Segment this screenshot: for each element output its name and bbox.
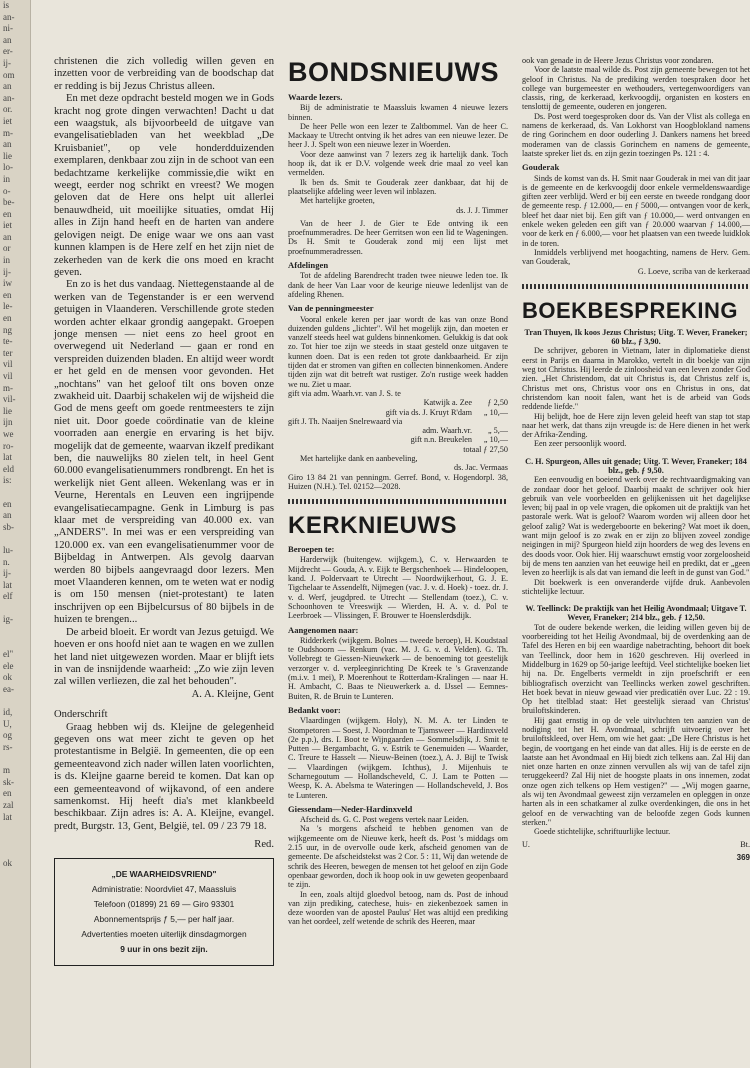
- edge-text-fragment: en: [3, 208, 12, 219]
- heading-kerknieuws: KERKNIEUWS: [288, 512, 458, 540]
- edge-text-fragment: iw: [3, 278, 12, 289]
- review-paragraph: De schrijver, geboren in Vietnam, later in diplomatieke dienst eerst in Parijs en daarna in Marokko, vertelt in dit boekje van zijn weg tot Christus. Hij leerde de zinloosheid van een leven zonder God zien. „Het Christendom, dat uit Christus is, dat Christus zelf is, Christus met ons, Christus voor ons en Christus in ons, dat christendom kan nooit falen, want het is de arbeid van Gods reddende liefde.": [522, 346, 750, 412]
- edge-text-fragment: ig-: [3, 614, 13, 625]
- section-divider: [522, 284, 750, 289]
- article-paragraph: De arbeid bloeit. Er wordt van Jezus getuigd. We hoeven er ons hoofd niet aan te wagen en we zullen het land niet uitgewezen worden. Maar er blijft iets in van de insnijdende waarheid: „Zo wie zijn leven zal willen verliezen, die zal het behouden".: [54, 626, 274, 688]
- edge-text-fragment: ijn: [3, 417, 13, 428]
- news-paragraph: Ik ben ds. Smit te Gouderak zeer dankbaar, dat hij de plaatselijke afdeling weer leven wil inblazen.: [288, 177, 508, 196]
- edge-text-fragment: [0, 626, 30, 638]
- news-paragraph: In een, zoals altijd gloedvol betoog, nam ds. Post de inhoud van zijn prediking, catechese, huis- en ziekenbezoek samen in deze woorden van de apostel Paulus' Het was altijd een prediking van het oordeel, zelf wetende de schrik des Heeren, maar: [288, 889, 508, 927]
- review-title: W. Teellinck: De praktijk van het Heilig Avondmaal; Uitgave T. Wever, Franeker; 214 blz., geb. ƒ 12,50.: [525, 604, 747, 623]
- edge-text-fragment: id,: [3, 707, 13, 718]
- subheading: Bedankt voor:: [288, 704, 341, 715]
- edge-text-fragment: lu-: [3, 544, 13, 555]
- edge-text-fragment: lat: [3, 811, 12, 822]
- news-paragraph: Giro 13 84 21 van penningm. Gerref. Bond, v. Hogendorpl. 38, Huizen (N.H.). Tel. 02152—2028.: [288, 472, 508, 491]
- news-paragraph: gift via adm. Waarh.vr. van J. S. te: [288, 388, 401, 398]
- box-line: Telefoon (01899) 21 69 — Giro 93301: [93, 898, 235, 909]
- subheading: Gouderak: [522, 162, 560, 173]
- edge-text-fragment: ni-: [3, 23, 13, 34]
- page-number: 369: [736, 852, 750, 862]
- edge-text-fragment: vil-: [3, 394, 16, 405]
- subheading-onderschrift: Onderschrift: [54, 709, 108, 721]
- column-1: [54, 56, 274, 966]
- edge-text-fragment: ea-: [3, 684, 14, 695]
- edge-text-fragment: we: [3, 428, 14, 439]
- review-paragraph: Tot de oudere bekende werken, die leiding willen geven bij de voorbereiding tot het Heilig Avondmaal, bij de overdenking aan de Tafel des Heren en bij een waardige nabetrachting, behoort dit boek van Teellinck, door hem in 1620 geschreven. Hij overleed in Middelburg in 1629 op 50-jarige leeftijd. Veel stichtelijke boeken liet hij na. Dr. Engelberts vermeldt in zijn proefschrift er een bibliografisch overzicht van Teellincks werken zowel geschriften. Het boek bevat in nieuw gewaad vier predicatiën over Luc. 22 : 19. Op het titelblad staat: Het geestelijk sieraad van Christus' bruiloftskinderen.: [522, 622, 750, 716]
- edge-text-fragment: te-: [3, 336, 13, 347]
- news-signature: G. Loeve, scriba van de kerkeraad: [637, 266, 750, 276]
- author-signature: A. A. Kleijne, Gent: [191, 688, 274, 700]
- edge-text-fragment: er-: [3, 46, 13, 57]
- gift-row: [288, 435, 508, 444]
- edge-text-fragment: lat: [3, 452, 12, 463]
- news-paragraph: Vooral enkele keren per jaar wordt de kas van onze Bond duizenden guldens „lichter". Wil het mogelijk zijn, dan moeten er vanzelf steeds heel wat guldens binnenkomen. Gelukkig is dat ook zo. Tot hier toe zijn we steeds in staat gesteld onze uitgaven te kunnen doen. Dat is een reden tot grote dankbaarheid. Er zijn tijden dat er stromen van giften en collecten binnenkomen. Andere tijden zijn wat dit betreft wat rustiger. Zo'n rustige week hadden we nu. Ziet u maar.: [288, 314, 508, 389]
- edge-text-fragment: lat: [3, 579, 12, 590]
- section-divider: [288, 499, 508, 504]
- edge-text-fragment: an: [3, 231, 12, 242]
- edge-text-fragment: or.: [3, 104, 13, 115]
- subscription-box: [54, 858, 274, 966]
- edge-text-fragment: vil: [3, 359, 13, 370]
- article-paragraph: En zo is het dus vandaag. Niettegenstaande al de werken van de Tegenstander is er een wervend getuigen in Vlaanderen. Verschillende grote steden worden achter elkaar grondig aangepakt. Groepen jonge mensen — niet eens zo heel groot en overwegend uit Nederland — gaan er rond en verspreiden duizenden bladen. En altijd weer wordt er het geld en de mensen voor gevonden. Het „nochtans" van het geloof tilt ons boven onze zwakheid uit. Daarbij schakelen wij de wijsheid die God de mens geeft om goede rentmeesters te zijn niet uit. Door goede coördinatie van de kleine voorraden aan energie en ervaring is het bijv. mogelijk dat de gemeente, waarvan ikzelf predikant ben, die nauwelijks 80 zielen telt, in heel Gent 60.000 evangelisatienummers rondbrengt. En het is werkelijk niet Gent alleen. Wekenlang was er in Veurne, Herentals en Leuven een ingrijpende evangelisatiecampagne. Genk in Limburg is pas klaar met de verspreiding van 40.000 ex. van „ANDERS". In mei was er een verspreiding van 120.000 ex. van een evangelisatienummer voor de Bijbeldag in Antwerpen. Als gevolg daarvan werden 80 bijbels aangevraagd door lezers. Men moet Vlaanderen kennen, om te weten wat er nodig is om 150 mensen (niet-protestant) te laten inschrijven op een Bijbelcursus of 80 bijbels in de huizen te brengen...: [54, 279, 274, 626]
- edge-text-fragment: m: [3, 765, 11, 776]
- edge-text-fragment: ok: [3, 857, 12, 868]
- edge-text-fragment: [0, 533, 30, 545]
- edge-text-fragment: be-: [3, 197, 15, 208]
- edge-text-fragment: [0, 638, 30, 650]
- heading-boekbespreking: BOEKBESPREKING: [522, 297, 739, 323]
- news-paragraph: Afscheid ds. G. C. Post wegens vertek naar Leiden.: [300, 815, 469, 825]
- gift-row: [288, 408, 508, 417]
- edge-text-fragment: lie: [3, 405, 12, 416]
- gift-label: Katwijk a. Zee: [423, 398, 472, 408]
- reviewer-initial: Bt.: [740, 839, 750, 849]
- news-paragraph: Na 's morgens afscheid te hebben genomen van de wijkgemeente om de Nieuwe kerk, heeft ds. Post 's middags om 2.15 uur, in de overvolle oude kerk, afscheid genomen van de gemeente. De afscheidstekst was 2 Cor. 5 : 11, Wij dan wetende de schrik des Heeren, bewegen de mensen tot het geloof en zijn Gode openbaar geworden, doch ik hoop ook in uw geweten geopenbaard te zijn.: [288, 824, 508, 890]
- article-paragraph: En met deze opdracht besteld mogen we in Gods kracht nog grote dingen verwachten! Dacht u dat een waagstuk, als bijvoorbeeld de uitgave van evangelisatiebladen van het weekblad „De Kruisbaniet", op vele honderdduizenden exemplaren, denkbaar zou zijn in de schoot van een bedachtzame kerkelijke commissie,die wikt en weegt, eerder nog schrikt en vreest? We mogen geloven dat de Here ons helpt uit allerlei benauwdheid, uit moeilijke situaties, omdat Hij alles in Zijn hand heeft en de harten van andere gelovigen neigt. De enige waar we ons aan vast kunnen klampen is de Here zelf en het zijn niet de zekerheden van de kerk die ons moed en kracht geven.: [54, 93, 274, 278]
- edge-text-fragment: an: [3, 81, 12, 92]
- column-3: [522, 56, 750, 870]
- edge-text-fragment: el": [3, 649, 14, 660]
- edge-text-fragment: [0, 487, 30, 499]
- box-title: „DE WAARHEIDSVRIEND": [111, 868, 217, 879]
- edge-text-fragment: [0, 846, 30, 858]
- gift-amount: „ 10,—: [483, 435, 508, 445]
- editor-signature: Red.: [254, 839, 274, 851]
- box-line: Advertenties moeten uiterlijk dinsdagmorgen: [81, 928, 247, 939]
- edge-text-fragment: en: [3, 788, 12, 799]
- news-paragraph: Sinds de komst van ds. H. Smit naar Gouderak in mei van dit jaar is de gemeente en de kerkvoogdij door enkele vermeldenswaardige giften zeer verblijd. Werd er bij een eerste en tweede rondgang door de gemeente resp. ƒ 12.000,— en ƒ 5000,— ontvangen voor de kerk, bleef het daar niet bij. Een gift van ƒ 10.000,— werd ontvangen en enkele weken geleden een gift van ƒ 20.000 waarvan ƒ 14.000,— voor de kerk en ƒ 6.000,— voor het plaatsen van een tweede luidklok in de toren.: [522, 173, 750, 248]
- subheading: Aangenomen naar:: [288, 624, 359, 635]
- edge-text-fragment: [0, 603, 30, 615]
- edge-text-fragment: an-: [3, 11, 15, 22]
- news-signature: ds. Jac. Vermaas: [454, 463, 508, 473]
- edge-text-fragment: elf: [3, 591, 13, 602]
- article-paragraph: Graag hebben wij ds. Kleijne de gelegenheid gegeven ons wat meer zicht te geven op het protestantisme in België. In gemeenten, die op een gemeenteavond zich nader willen laten voorlichten, is ds. Kleijne gaarne bereid te komen. Dat kan op een gemeenteavond of wijkavond, of een andere samenkomst. Hij heeft dia's met klankbeeld beschikbaar. Zijn adres is: A. A. Kleijne, evangel. predt, Burgstr. 13, Gent, België, tel. 09 / 23 79 18.: [54, 721, 274, 832]
- edge-text-fragment: an: [3, 139, 12, 150]
- column-2: [288, 56, 508, 927]
- edge-text-fragment: ng: [3, 324, 12, 335]
- gift-label: adm. Waarh.vr.: [422, 426, 472, 436]
- news-paragraph: Tot de afdeling Barendrecht traden twee nieuwe leden toe. Ik dank de heer Van Laar voor de keurige nieuwe ledenlijst van de afdeling Rhenen.: [288, 271, 508, 299]
- gift-label: gift via ds. J. Kruyt R'dam: [385, 407, 472, 417]
- news-paragraph: Met hartelijke groeten,: [300, 196, 375, 206]
- edge-text-fragment: en: [3, 498, 12, 509]
- edge-text-fragment: en: [3, 313, 12, 324]
- edge-text-fragment: iet: [3, 220, 12, 231]
- edge-text-fragment: ter: [3, 347, 13, 358]
- gift-amount: „ 10,—: [483, 407, 508, 417]
- edge-text-fragment: [0, 754, 30, 766]
- news-paragraph: Voor deze aanwinst van 7 lezers zeg ik hartelijk dank. Toch hoop ik, dat ik er D.V. volgende week drie maal zo veel kan vermelden.: [288, 149, 508, 178]
- gift-total: totaal ƒ 27,50: [463, 444, 508, 454]
- edge-text-fragment: [0, 696, 30, 708]
- review-paragraph: Een zeer persoonlijk woord.: [534, 439, 627, 449]
- gift-row: [288, 426, 508, 435]
- box-line: Administratie: Noordvliet 47, Maassluis: [91, 883, 237, 894]
- box-line: Abonnementsprijs ƒ 5,— per half jaar.: [93, 913, 235, 924]
- edge-text-fragment: an: [3, 34, 12, 45]
- edge-text-fragment: vil: [3, 371, 13, 381]
- subheading: Beroepen te:: [288, 544, 335, 555]
- edge-text-fragment: o-: [3, 185, 11, 196]
- subheading: Afdelingen: [288, 260, 329, 271]
- edge-text-fragment: lie: [3, 150, 12, 161]
- review-paragraph: Dit boekwerk is een onveranderde vijfde druk. Aanbevolen stichtelijke lectuur.: [522, 577, 750, 596]
- edge-text-fragment: m-: [3, 382, 13, 393]
- news-paragraph: Ridderkerk (wijkgem. Bolnes — tweede beroep), H. Koudstaal te Oudshoorn — Renkum (vac. M. J. G. v. d. Velden). G. Th. Vollebregt te Giessen-Nieuwkerk — de benoeming tot geestelijk verzorger v. d. verpleeginrichting De Kreek te 's Gravenzande (m.i.v. 1 mei), P. Moerenhout te Rotterdam-Kralingen — naar H. H. Ambacht, C. Baas te Nieuwerkerk a. d. IJssel — Eemnes-Buiten, R. de Bruin te Lunteren.: [288, 635, 508, 701]
- news-signature: ds. J. J. Timmer: [456, 205, 508, 215]
- edge-text-fragment: ij-: [3, 568, 11, 579]
- edge-text-fragment: in: [3, 255, 11, 266]
- left-page-edge: [0, 0, 31, 1068]
- review-paragraph: Goede stichtelijke, schriftuurlijke lectuur.: [534, 827, 671, 837]
- article-paragraph: christenen die zich volledig willen geven en inzetten voor de verbreiding van de boodschap dat er redding is bij Jezus Christus alleen.: [54, 56, 274, 92]
- review-signatures: [522, 840, 750, 849]
- review-paragraph: Een eenvoudig en boeiend werk over de rechtvaardigmaking van de zondaar door het geloof. Daarbij maakt de schrijver ook hier gebruik van vele voorbeelden en gelijkenissen uit het dagelijkse leven; bij paal in op vele vragen, die opkomen uit de praktijk van het pastorale werk. Wat is geloof? Waarom worden wij alleen door het geloof zalig? Wat is wedergeboorte en bekering? Wat moet ik doen, want mijn geloof is zo zwak en er zijn zo blijven zoveel zondige neigingen in mij? Spurgeon hield zijn hoorders de weg des levens en des doods voor. Ook hier. Hij waarschuwt ernstig voor zorgeloosheid bij de mens ten aanzien van het eeuwige heil en predikt, dat er „geen leven zo heerlijk is als dat van iemand die leeft in de gunst van God.": [522, 475, 750, 578]
- news-paragraph: Bij de administratie te Maassluis kwamen 4 nieuwe lezers binnen.: [288, 103, 508, 122]
- edge-text-fragment: [0, 835, 30, 847]
- gift-amount: ƒ 2,50: [487, 398, 508, 408]
- edge-text-fragment: is: [3, 0, 10, 10]
- review-paragraph: Hij gaat ernstig in op de vele uitvluchten ten aanzien van de nodiging tot het H. Avondmaal, schrijft uitvoerig over het bruiloftskleed, over Hem, om wie het gaat: „De Here Christus is het begin, de voortgang en het einde van dat alles. Hij is de eerste en de laatste aan het Avondmaal en Hij biedt zich telkens aan. Zal Hij dan niet onze harten en onze zinnen vervullen als wij van de tafel zijn teruggekeerd? Zal Hij niet de hoogste plaats in ons innemen, zodat onze ogen zich telkens op Hem vestigen?" — „Wij mogen gaarne, als wij ten Avondmaal geweest zijn verzamelen en opleggen in onze harten als in een schatkamer al zulke overdenkingen, die ons in het geloof en de verwachting van de beloofde zegen Gods kunnen sterken.": [522, 715, 750, 827]
- edge-text-fragment: ele: [3, 660, 14, 671]
- edge-text-fragment: in: [3, 173, 11, 184]
- news-paragraph: Voor de laatste maal wilde ds. Post zijn gemeente bewegen tot het geloof in Christus. Na de prediking werden toespraken door het college van burgemeester en wethouders, vertegenwoordigers van classis, ring, de kerkeraad, kerkvoogdij, organisten en kosters en tenslottij de gemeente, ouderen en jongeren.: [522, 65, 750, 112]
- gift-row: [288, 417, 508, 426]
- edge-text-fragment: sb-: [3, 521, 14, 532]
- edge-text-fragment: an-: [3, 92, 15, 103]
- edge-text-fragment: [0, 823, 30, 835]
- review-title: C. H. Spurgeon, Alles uit genade; Uitg. T. Wever, Franeker; 184 blz., geb. ƒ 9,50.: [525, 456, 747, 475]
- edge-text-fragment: iet: [3, 115, 12, 126]
- news-paragraph: Met hartelijke dank en aanbeveling,: [300, 453, 418, 463]
- edge-text-fragment: en: [3, 289, 12, 300]
- edge-text-fragment: ro-: [3, 440, 14, 451]
- edge-text-fragment: eld: [3, 463, 14, 474]
- news-paragraph: De heer Pelle won een lezer te Zaltbommel. Van de heer C. Mackaay te Utrecht ontving ik het adres van een nieuwe lezer. De heer J. J. Spelt won een nieuwe lezer in Woerden.: [288, 121, 508, 150]
- subheading: Giessendam—Neder-Hardinxveld: [288, 803, 413, 814]
- edge-text-fragment: sk-: [3, 776, 14, 787]
- reviewer-initial: U.: [522, 839, 530, 849]
- edge-text-fragment: is:: [3, 475, 12, 486]
- news-paragraph: Ds. Post werd toegesproken door ds. Van der Vlist als collega en namens de kerkeraad, ds. Van Lokhorst van Hoogblokland namens de ring Gorinchem en door ouderling J. Dankers namens het breed moderamen van de classis Gorinchem en namens de gemeente, laatste spreker liet ds. en zijn gezin toezingen Ps. 121 : 4.: [522, 111, 750, 158]
- edge-text-fragment: n.: [3, 556, 10, 567]
- edge-text-fragment: lo-: [3, 162, 13, 173]
- gift-amount: [472, 417, 508, 426]
- review-paragraph: Hij belijdt, hoe de Here zijn leven geleid heeft van stap tot stap naar het werk, dat thans zijn vreugde is: de Here dienen in het werk der Afrika-Zending.: [522, 411, 750, 440]
- newspaper-page: [36, 56, 750, 1056]
- edge-text-fragment: or: [3, 243, 11, 254]
- gift-amount: „ 5,—: [487, 426, 508, 436]
- edge-text-fragment: ij-: [3, 57, 11, 68]
- news-paragraph: Inmiddels verblijvend met hoogachting, namens de Herv. Gem. van Gouderak,: [522, 247, 750, 267]
- subheading: Van de penningmeester: [288, 303, 374, 314]
- box-line: 9 uur in ons bezit zijn.: [120, 943, 208, 954]
- news-paragraph: ook van genade in de Heere Jezus Christus voor zondaren.: [522, 56, 714, 65]
- news-paragraph: Harderwijk (buitengew. wijkgem.), C. v. Herwaarden te Mijdrecht — Gouda, A. v. Eijk te Bergschenhoek — Hindeloopen, kand. J. Poldervaart te Utrecht — Noordwijkerhout, G. J. E. Tigchelaar te Assendelft, Nijmegen (vac. J. v. d. Hoek) - toez. dr. J. v. d. Werf, jeugdpred. te Utrecht — Stellendam (toez.), C. v. Schoonhoven te Vreeswijk — Wierden, H. A. v. d. Pol te Leerbroek — Vlissingen, F. Brouwer te Hoenslerdsdijk.: [288, 555, 508, 621]
- news-paragraph: Van de heer J. de Gier te Ede ontving ik een proefnummeradres. De heer Gerritsen won een lid te Wageningen. Ds H. Smit te Gouderak zond mij een lijst met proefnummeradressen.: [288, 218, 508, 256]
- edge-text-fragment: an: [3, 510, 12, 521]
- edge-text-fragment: om: [3, 69, 15, 80]
- review-title: Tran Thuyen, Ik koos Jezus Christus; Uitg. T. Wever, Franeker; 60 blz., ƒ 3,90.: [524, 327, 748, 347]
- subheading: Waarde lezers.: [288, 92, 343, 102]
- edge-text-fragment: ok: [3, 672, 12, 683]
- gift-list: [288, 398, 508, 444]
- edge-text-fragment: og: [3, 730, 12, 741]
- edge-text-fragment: rs-: [3, 742, 13, 752]
- edge-text-fragment: U,: [3, 718, 12, 729]
- heading-bondsnieuws: BONDSNIEUWS: [288, 57, 500, 87]
- edge-text-fragment: ij-: [3, 266, 11, 277]
- gift-label: gift n.n. Breukelen: [410, 435, 472, 445]
- edge-text-fragment: zal: [3, 799, 14, 810]
- gift-row: [288, 398, 508, 407]
- edge-text-fragment: m-: [3, 127, 13, 138]
- news-paragraph: Vlaardingen (wijkgem. Holy), N. M. A. ter Linden te Stompetoren — Soest, J. Noordman te Tjamsweer — Hardinxveld (2e p.p.), drs. I. Boot te Wijngaarden — Sommelsdijk, J. Smit te Putten — Bergambacht, G. v. Estrik te Genemuiden — Waarder, C. Treure te Hasselt — Nieuw-Beinen (toez.), A. J. Bijl te Twisk — Vlaardingen (wijkgem. Ichthus), J. Mijenhuis te Scharnegoutum — Hollandscheveld, C. J. Lam te Potten — Weesp, K. A. Abelsma te Wateringen — Hollandscheveld, J. Bos te Lunteren.: [288, 716, 508, 800]
- edge-text-fragment: le-: [3, 301, 13, 312]
- gift-label: gift J. Th. Naaijen Snelrewaard via: [288, 416, 403, 426]
